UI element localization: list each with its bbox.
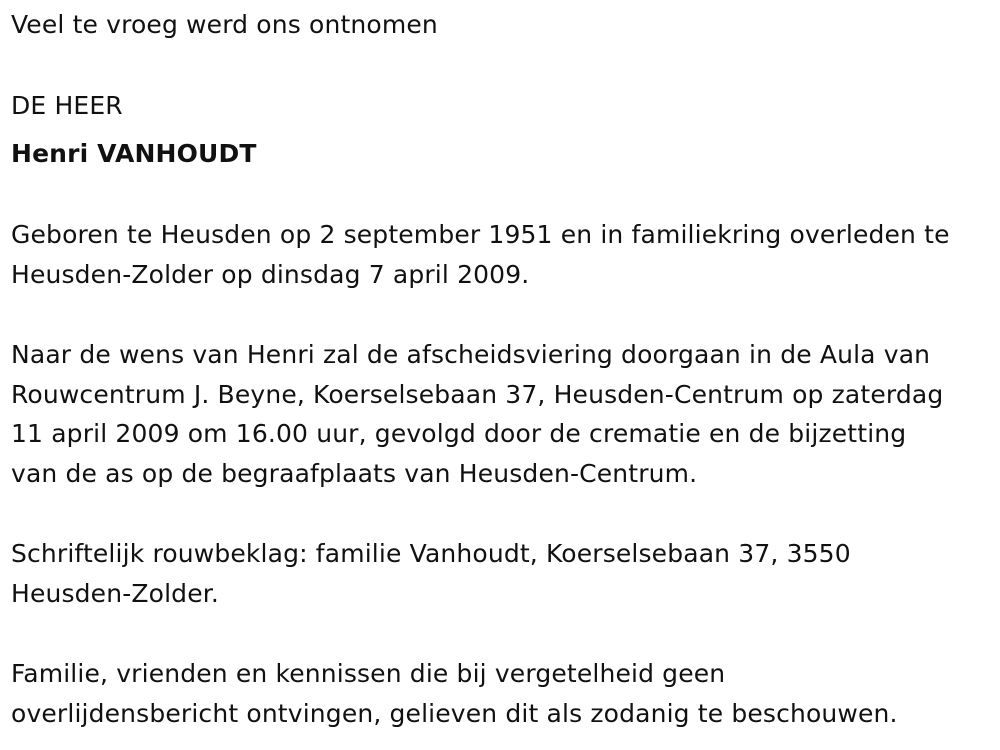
paragraph-line: Heusden-Zolder op dinsdag 7 april 2009. <box>11 260 530 289</box>
paragraph-line: Geboren te Heusden op 2 september 1951 en in familiekring overleden te <box>11 220 950 249</box>
paragraph-line: Familie, vrienden en kennissen die bij vergetelheid geen <box>11 659 726 688</box>
paragraph-line: Naar de wens van Henri zal de afscheidsviering doorgaan in de Aula van <box>11 340 931 369</box>
paragraph-line: Heusden-Zolder. <box>11 579 219 608</box>
deceased-name: Henri VANHOUDT <box>11 139 257 168</box>
paragraph-line: overlijdensbericht ontvingen, gelieven dit als zodanig te beschouwen. <box>11 699 898 728</box>
intro-text: Veel te vroeg werd ons ontnomen <box>11 10 438 39</box>
honorific: DE HEER <box>11 91 123 120</box>
paragraph-line: van de as op de begraafplaats van Heusden-Centrum. <box>11 459 698 488</box>
paragraph-line: 11 april 2009 om 16.00 uur, gevolgd door de crematie en de bijzetting <box>11 419 907 448</box>
paragraph-line: Schriftelijk rouwbeklag: familie Vanhoudt, Koerselsebaan 37, 3550 <box>11 539 851 568</box>
paragraph-line: Rouwcentrum J. Beyne, Koerselsebaan 37, Heusden-Centrum op zaterdag <box>11 380 944 409</box>
